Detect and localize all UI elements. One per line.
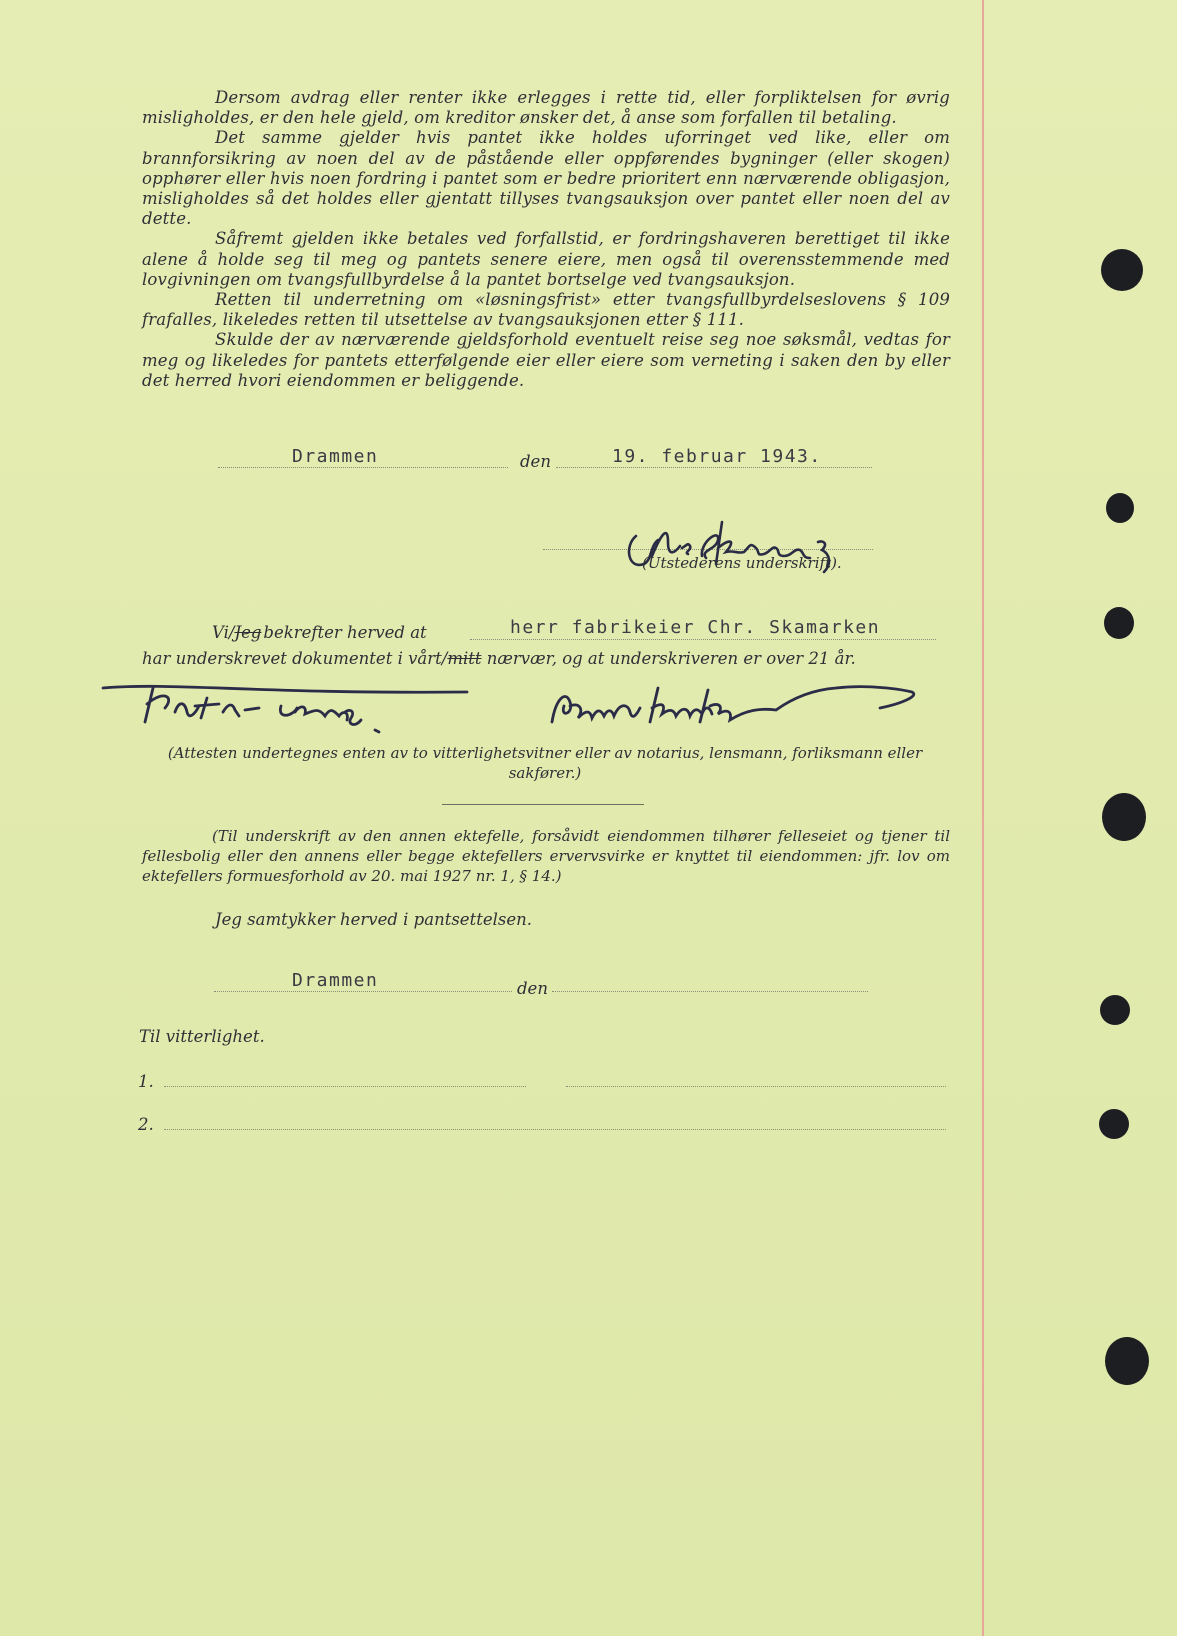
dokument-text: har underskrevet dokumentet i vårt/ [142, 649, 448, 668]
attestation-note: (Attesten undertegnes enten av to vitterlighetsvitner eller av notarius, lensmann, forliksmann eller sakfører.) [167, 744, 923, 782]
spouse-place-value: Drammen [292, 970, 379, 991]
place-value: Drammen [292, 446, 379, 467]
attestation-line1 [212, 623, 427, 642]
issuer-signature-caption: (Utstederens underskrift). [642, 554, 842, 572]
section-divider [442, 804, 644, 805]
paragraph-redemption: Retten til underretning om «løsningsfrist» etter tvangsfullbyrdelseslovens § 109 frafalles, likeledes retten til utsettelse av tvangsauksjonen etter § 111. [142, 290, 950, 330]
paragraph-fire-insurance: Det samme gjelder hvis pantet ikke holdes uforringet ved like, eller om brannforsikring av noen del av de påstående eller oppførendes bygninger (eller skogen) opphører eller hvis noen fordring i pantet som er bedre prioritert enn nærværende obligasjon, misligholdes så det holdes eller gjentatt tillyses tvangsauksjon over pantet eller noen del av dette. [142, 128, 950, 229]
witness-number-1: 1. [138, 1072, 154, 1091]
attestation-line2 [142, 649, 856, 668]
terms-text [142, 88, 950, 391]
bekrefter-text: bekrefter herved at [263, 623, 427, 642]
attested-person-line [470, 639, 936, 640]
paragraph-venue: Skulde der av nærværende gjeldsforhold eventuelt reise seg noe søksmål, vedtas for meg og likeledes for pantets etterfølgende eier eller eiere som verneting i saken den by eller det herred hvori eiendommen er beliggende. [142, 330, 950, 390]
witness1-line-left [164, 1086, 526, 1087]
punch-hole [1102, 793, 1146, 841]
witness-signature-right [540, 678, 980, 738]
punch-hole [1100, 995, 1130, 1025]
spouse-den-label: den [517, 979, 548, 998]
jeg-struck-text: Jeg [234, 623, 262, 642]
witness2-line [164, 1129, 946, 1130]
date-line [556, 467, 872, 468]
den-label: den [520, 452, 551, 471]
punch-hole [1106, 493, 1134, 523]
place-line [218, 467, 508, 468]
witness-signature-left [95, 678, 475, 738]
attested-person-value: herr fabrikeier Chr. Skamarken [510, 617, 881, 638]
witness-heading: Til vitterlighet. [139, 1027, 265, 1046]
spouse-note: (Til underskrift av den annen ektefelle, forsåvidt eiendommen tilhører felleseiet og tjener til fellesbolig eller den annens eller begge ektefellers ervervsvirke er knyttet til eiendommen: jfr. lov om ektefellers formuesforhold av 20. mai 1927 nr. 1, § 14.) [142, 827, 950, 885]
punch-hole [1099, 1109, 1129, 1139]
witness-number-2: 2. [138, 1115, 154, 1134]
vi-text: Vi/ [212, 623, 235, 642]
spouse-date-line [552, 991, 868, 992]
paragraph-default: Dersom avdrag eller renter ikke erlegges i rette tid, eller forpliktelsen for øvrig misligholdes, er den hele gjeld, om kreditor ønsker det, å anse som forfallen til betaling. [142, 88, 950, 128]
paragraph-foreclosure: Såfremt gjelden ikke betales ved forfallstid, er fordringshaveren berettiget til ikke alene å holde seg til meg og pantets senere eiere, men også til overensstemmende med lovgivningen om tvangsfullbyrdelse å la pantet bortselge ved tvangsauksjon. [142, 229, 950, 289]
naervaer-text: nærvær, og at underskriveren er over 21 år. [481, 649, 856, 668]
date-value: 19. februar 1943. [612, 446, 822, 467]
spouse-place-line [214, 991, 512, 992]
witness1-line-right [566, 1086, 946, 1087]
punch-hole [1104, 607, 1134, 639]
punch-hole [1101, 249, 1143, 291]
mitt-struck-text: mitt [447, 649, 482, 668]
margin-rule [982, 0, 984, 1636]
consent-text: Jeg samtykker herved i pantsettelsen. [215, 910, 532, 929]
punch-hole [1105, 1337, 1149, 1385]
